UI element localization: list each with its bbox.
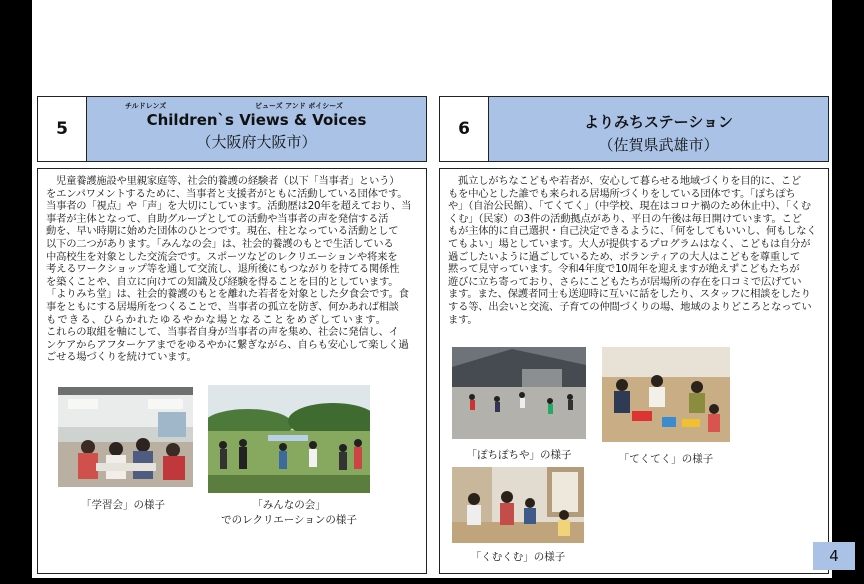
text-line: これらの取組を軸にして、当事者自身が当事者の声を集め、社会に発信し、イ (46, 326, 399, 339)
pochipochiya-photo (452, 347, 586, 439)
text-line: もが主体的に自己選択・自己決定できるように、「何をしてもいいし、何もしなく (448, 225, 817, 238)
text-line: 当事者の「視点」や「声」を大切にしています。活動歴は20年を超えており、当 (46, 200, 412, 213)
text-line: 孤立しがちなこどもや若者が、安心して暮らせる地域づくりを目的に、こど (458, 175, 801, 187)
text-line: 考えるワークショップ等を通して交流し、退所後にもつながりを持てる関係性 (46, 263, 400, 276)
left-ruby-children: チルドレンズ (125, 102, 167, 110)
text-line: 黙って見守っています。令和4年度で10周年を迎えますが絶えずこどもたちが (448, 263, 800, 276)
text-line: ンケアからアフターケアまでをゆるやかに繋ぎながら、自らも安心して楽しく過 (46, 338, 409, 351)
text-line: 事をともにする居場所をつくることで、当事者の孤立を防ぎ、何かあれば相談 (46, 300, 399, 313)
left-title: Children`s Views & Voices (146, 111, 367, 129)
right-location: （佐賀県武雄市） (598, 136, 719, 154)
tekuteku-photo (602, 347, 730, 442)
text-line: 以下の二つがあります。「みんなの会」は、社会的養護のもとで生活している (46, 237, 394, 250)
caption-recreation (208, 497, 370, 527)
text-line: もを中心とした誰でも来られる居場所づくりをしている団体です。「ぽちぽち (448, 187, 796, 200)
study-session-photo (58, 387, 193, 487)
left-location: （大阪府大阪市） (196, 133, 317, 151)
text-line: や」（自治公民館）、「てくてく」（中学校、現在はコロナ禍のため休止中）、「くむ (448, 200, 811, 213)
right-header (439, 96, 829, 162)
caption-kumukumu: 「くむくむ」の様子 (470, 551, 566, 563)
text-line: 事者が主体となって、自助グループとしての活動や当事者の声を発信する活 (46, 212, 389, 225)
left-section-number: 5 (56, 119, 68, 139)
right-title: よりみちステーション (583, 113, 734, 131)
left-header (37, 96, 427, 162)
text-line: を築くことや、自立に向けての知識及び経験を得ることを目的としています。 (46, 275, 399, 288)
text-line: 過ごしたいように過ごしているため、ボランティアの大人はこどもを尊重して (448, 250, 801, 263)
page (32, 0, 839, 578)
text-line: 中高校生を対象とした交流会です。スポーツなどのレクリエーションや将来を (46, 250, 398, 263)
caption-tekuteku: 「てくてく」の様子 (618, 453, 714, 465)
right-body (439, 168, 829, 574)
text-line: 児童養護施設や里親家庭等、社会的養護の経験者（以下「当事者」という） (56, 175, 400, 187)
right-title-block (488, 97, 828, 161)
caption-recreation-line1: 「みんなの会」 (252, 499, 326, 511)
recreation-photo (208, 385, 370, 493)
kumukumu-photo (452, 467, 584, 543)
caption-study-session: 「学習会」の様子 (81, 499, 165, 511)
text-line: てもよい」場としています。大人が提供するプログラムはなく、こどもは自分が (448, 237, 811, 250)
text-line: ごせる場づくりを続けています。 (46, 351, 197, 364)
right-section-number: 6 (458, 119, 470, 139)
text-line: 遊びに立ち寄っており、さらにこどもたちが居場所の存在を口コミで広げてい (448, 275, 802, 288)
right-description (448, 175, 824, 326)
left-ruby-views-voices: ビューズ アンド ボイシーズ (255, 102, 343, 110)
text-line: する等、出会いと交流、子育ての仲間づくりの場、地域のよりどころとなってい (448, 300, 812, 313)
text-line: くむ」（民家）の3件の活動拠点があり、平日の午後は毎日開けています。こど (448, 212, 802, 225)
caption-recreation-line2: でのレクリエーションの様子 (221, 514, 357, 526)
text-line: 動を、早い時期に始めた団体のひとつです。現在、柱となっている活動として (46, 225, 399, 238)
text-line: もできる、ひらかれたゆるやかな場となることをめざしています。 (46, 313, 388, 326)
text-line: ます。また、保護者同士も送迎時に互いに話をしたり、スタッフに相談をしたり (448, 288, 811, 301)
left-title-block (86, 97, 426, 161)
text-line: をエンパワメントするために、当事者と支援者がともに活動している団体です。 (46, 187, 408, 200)
left-description (46, 175, 422, 364)
text-line: ます。 (448, 313, 478, 326)
caption-pochipochiya: 「ぽちぽちや」の様子 (466, 449, 572, 461)
text-line: 「よりみち堂」は、社会的養護のもとを離れた若者を対象とした夕食会です。食 (46, 288, 409, 301)
page-number: 4 (813, 542, 855, 570)
left-body (37, 168, 427, 574)
